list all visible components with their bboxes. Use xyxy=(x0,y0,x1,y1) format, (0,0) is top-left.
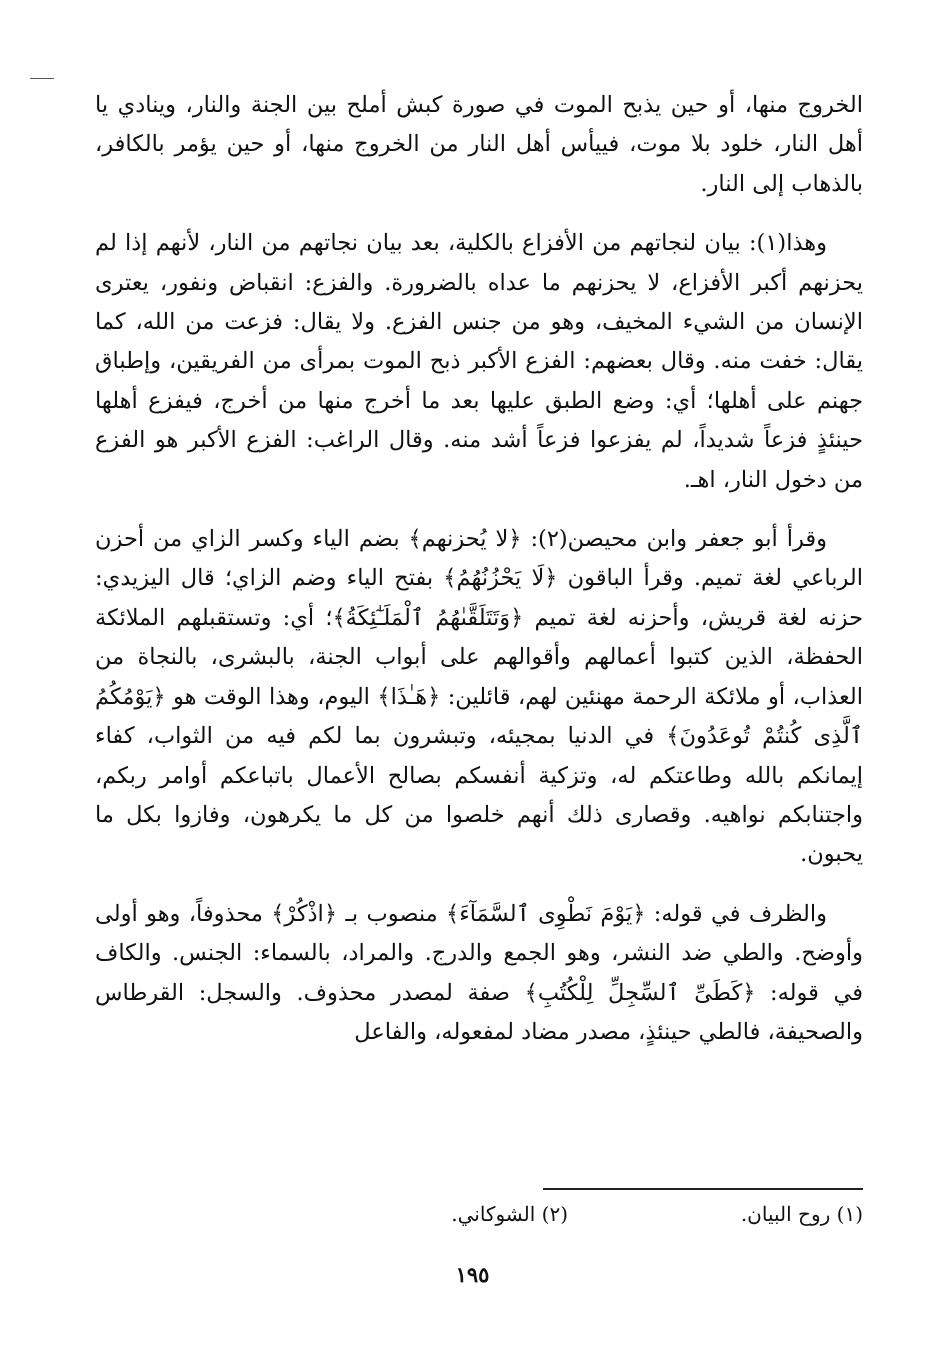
paragraph-2: وهذا(١): بيان لنجاتهم من الأفزاع بالكلية، بعد بيان نجاتهم من النار، لأنهم إذا لم يحزنهم أكبر الأفزاع، لا يحزنهم ما عداه بالضرورة. والفزع: انقباض ونفور، يعترى الإنسان من الشيء المخيف، وهو من جنس الفزع. ولا يقال: فزعت من الله، كما يقال: خفت منه. وقال بعضهم: الفزع الأكبر ذبح الموت بمرأى من الفريقين، وإطباق جهنم على أهلها؛ أي: وضع الطبق عليها بعد ما أخرج منها من أخرج، فيفزع أهلها حينئذٍ فزعاً شديداً، لم يفزعوا فزعاً أشد منه. وقال الراغب: الفزع الأكبر هو الفزع من دخول النار، اهـ. xyxy=(95,230,863,493)
footnote-1: (١) روح البيان. xyxy=(740,1202,863,1226)
paragraph-4: والظرف في قوله: ﴿يَوْمَ نَطْوِى ٱلسَّمَآءَ﴾ منصوب بـ ﴿اذْكُرْ﴾ محذوفاً، وهو أولى وأوضح. والطي ضد النشر، وهو الجمع والدرج. والمراد، بالسماء: الجنس. والكاف في قوله: ﴿كَطَىِّ ٱلسِّجِلِّ لِلْكُتُبِ﴾ صفة لمصدر محذوف. والسجل: القرطاس والصحيفة، فالطي حينئذٍ، مصدر مضاد لمفعوله، والفاعل xyxy=(95,900,863,1045)
footnote-separator xyxy=(543,1188,863,1190)
paragraph-1: الخروج منها، أو حين يذبح الموت في صورة كبش أملح بين الجنة والنار، وينادي يا أهل النار، خلود بلا موت، فييأس أهل النار من الخروج منها، أو حين يؤمر بالكافر، بالذهاب إلى النار. xyxy=(95,92,863,197)
footnote-2: (٢) الشوكاني. xyxy=(451,1202,568,1226)
page-number: ١٩٥ xyxy=(455,1262,490,1287)
paragraph-3: وقرأ أبو جعفر وابن محيصن(٢): ﴿لا يُحزنهم﴾ بضم الياء وكسر الزاي من أحزن الرباعي لغة تميم. وقرأ الباقون ﴿لَا يَحْزُنُهُمُ﴾ بفتح الياء وضم الزاي؛ قال اليزيدي: حزنه لغة قريش، وأحزنه لغة تميم ﴿وَتَتَلَقَّىٰهُمُ ٱلْمَلَـٰٓئِكَةُ﴾؛ أي: وتستقبلهم الملائكة الحفظة، الذين كتبوا أعمالهم وأقوالهم على أبواب الجنة، بالبشرى، بالنجاة من العذاب، أو ملائكة الرحمة مهنئين لهم، قائلين: ﴿هَـٰذَا﴾ اليوم، وهذا الوقت هو ﴿يَوْمُكُمُ ٱلَّذِى كُنتُمْ تُوعَدُونَ﴾ في الدنيا بمجيئه، وتبشرون بما لكم فيه من الثواب، كفاء إيمانكم بالله وطاعتكم له، وتزكية أنفسكم بصالح الأعمال باتباعكم أوامر ربكم، واجتنابكم نواهيه. وقصارى ذلك أنهم خلصوا من كل ما يكرهون، وفازوا بكل ما يحبون. xyxy=(95,526,863,868)
margin-mark xyxy=(30,78,54,79)
page-body xyxy=(95,86,863,1052)
